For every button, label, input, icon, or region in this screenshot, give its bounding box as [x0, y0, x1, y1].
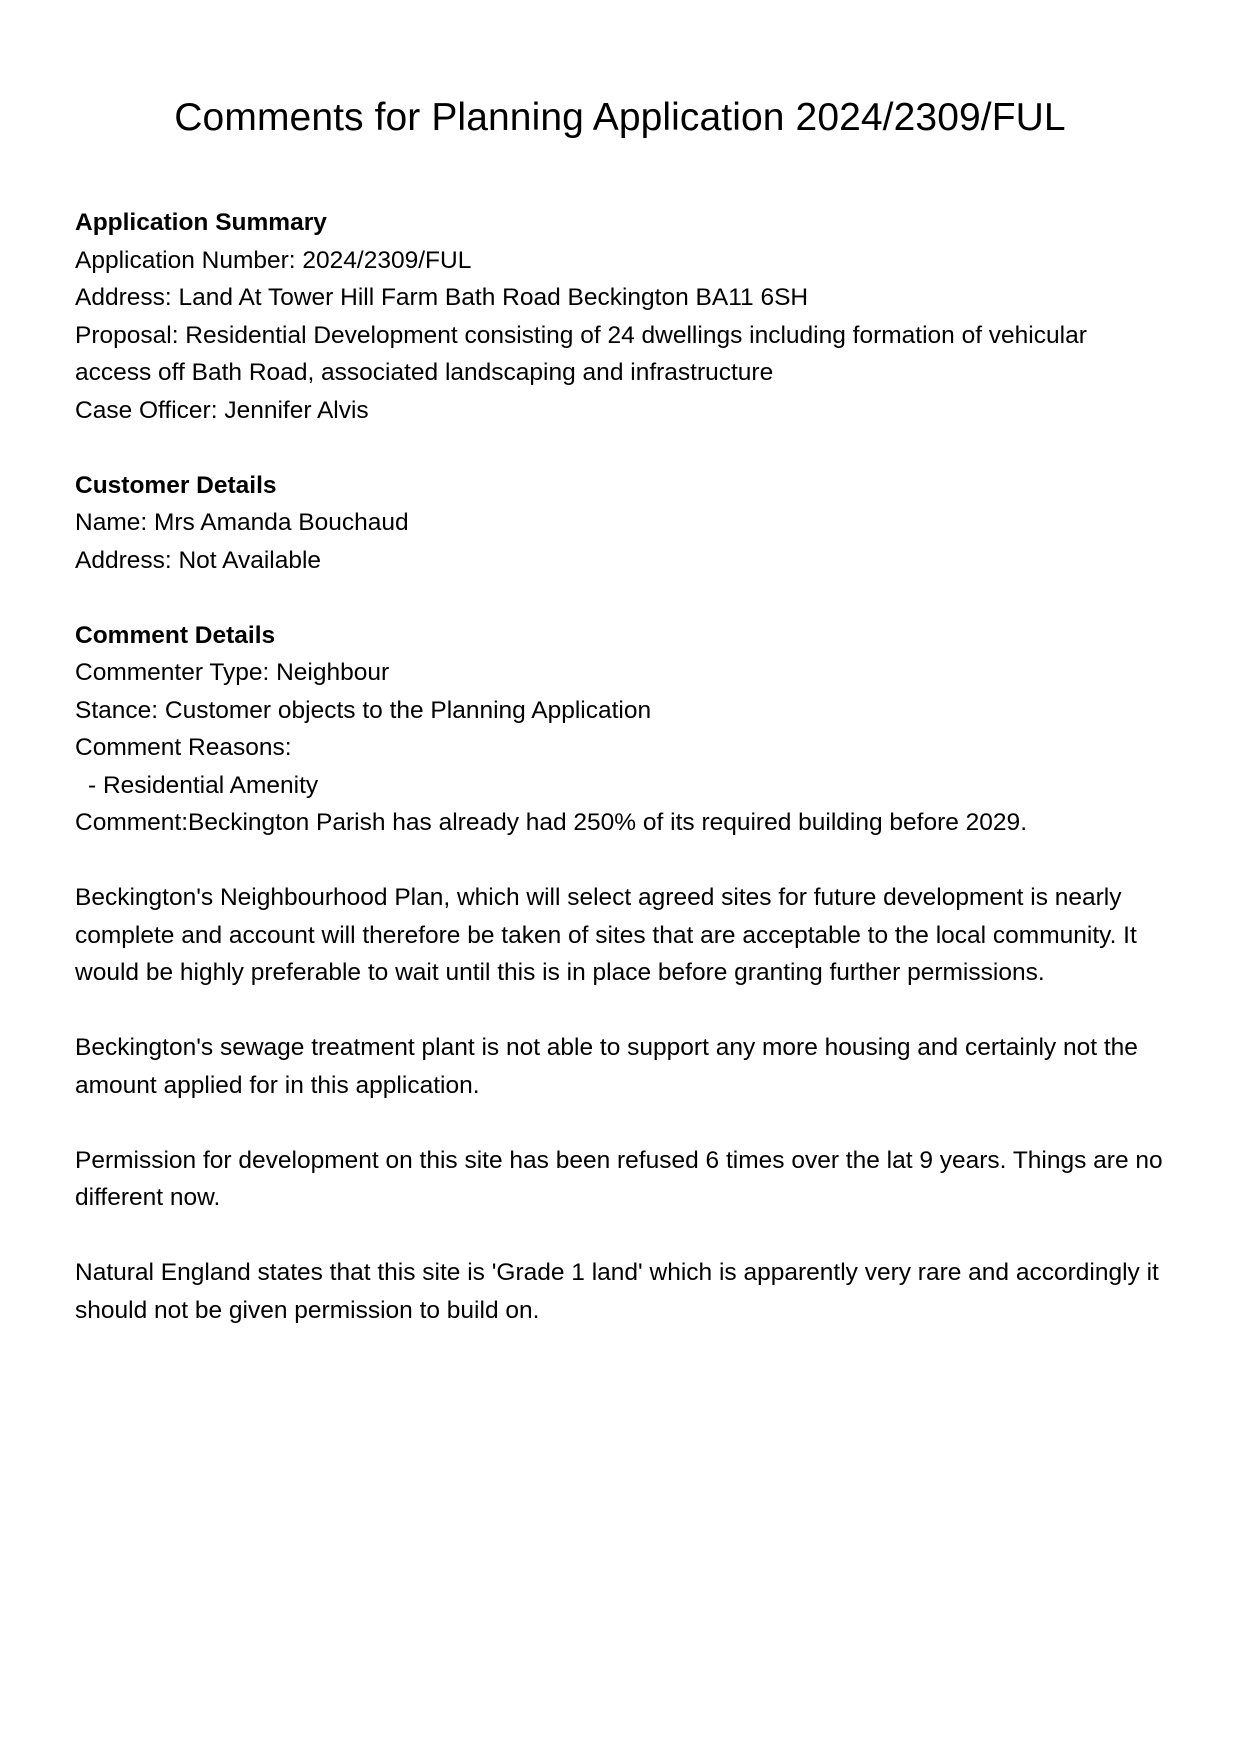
- application-number: Application Number: 2024/2309/FUL: [75, 246, 472, 274]
- comment-paragraph: Beckington's sewage treatment plant is not able to support any more housing and certainly not the amount applied for in this application.: [75, 1034, 1138, 1099]
- customer-details-section: [75, 467, 1165, 580]
- comment-text-first: Comment:Beckington Parish has already had 250% of its required building before 2029.: [75, 809, 1027, 836]
- stance: Stance: Customer objects to the Planning Application: [75, 696, 652, 724]
- customer-address: Address: Not Available: [75, 546, 322, 574]
- application-address: Address: Land At Tower Hill Farm Bath Road Beckington BA11 6SH: [75, 284, 809, 311]
- case-officer: Case Officer: Jennifer Alvis: [75, 396, 369, 424]
- comment-details-heading: Comment Details: [75, 621, 276, 649]
- page-title: Comments for Planning Application 2024/2309/FUL: [174, 96, 1066, 139]
- commenter-type: Commenter Type: Neighbour: [75, 659, 390, 686]
- application-summary-section: [75, 204, 1165, 429]
- comment-reasons-label: Comment Reasons:: [75, 734, 292, 761]
- comment-paragraph: Beckington's Neighbourhood Plan, which will select agreed sites for future development is nearly complete and account will therefore be taken of sites that are acceptable to the local community. It would be highly preferable to wait until this is in place before granting further permissions.: [75, 884, 1137, 986]
- customer-details-heading: Customer Details: [75, 471, 277, 499]
- application-proposal: Proposal: Residential Development consisting of 24 dwellings including formation of vehicular access off Bath Road, associated landscaping and infrastructure: [75, 321, 1087, 386]
- comment-paragraph: Permission for development on this site has been refused 6 times over the lat 9 years. Things are no different now.: [75, 1146, 1163, 1211]
- application-summary-heading: Application Summary: [75, 209, 327, 236]
- comment-paragraph: Natural England states that this site is 'Grade 1 land' which is apparently very rare and accordingly it should not be given permission to build on.: [75, 1259, 1159, 1324]
- customer-name: Name: Mrs Amanda Bouchaud: [75, 509, 409, 536]
- comment-details-section: [75, 617, 1165, 1330]
- comment-reason-item: - Residential Amenity: [88, 771, 319, 799]
